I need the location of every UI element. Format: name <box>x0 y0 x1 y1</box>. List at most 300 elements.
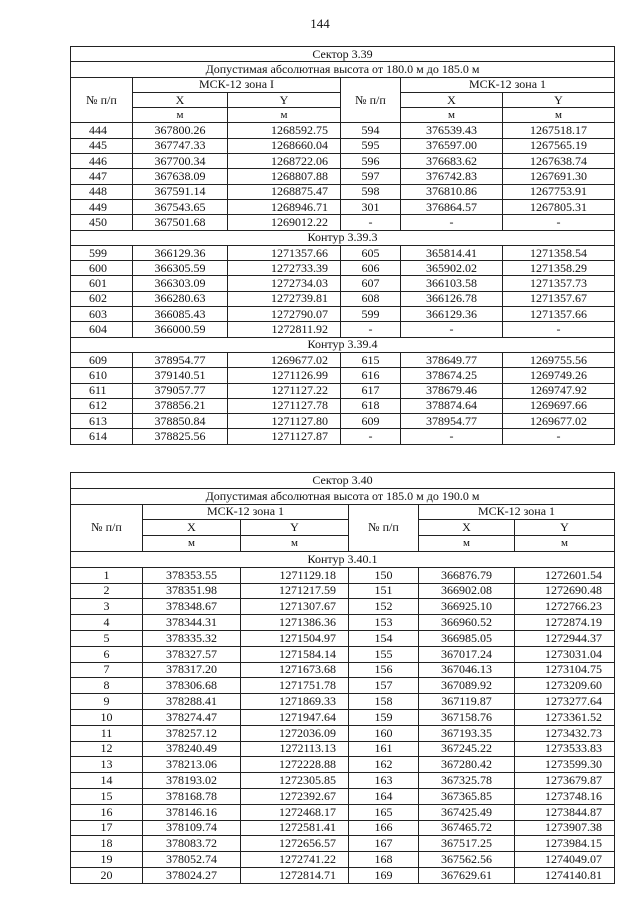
x-right: 378954.77 <box>401 414 503 429</box>
y-right: 1273104.75 <box>515 662 615 678</box>
point-num-left: 603 <box>71 307 133 322</box>
point-num-right: 606 <box>341 261 401 276</box>
table-row <box>71 123 615 138</box>
point-num-right: 151 <box>349 583 419 599</box>
header-zone-left: МСК-12 зона I <box>133 77 341 92</box>
y-right: 1272874.19 <box>515 615 615 631</box>
x-left: 378213.06 <box>143 757 241 773</box>
point-num-left: 18 <box>71 836 143 852</box>
x-left: 378306.68 <box>143 678 241 694</box>
y-right: 1273277.64 <box>515 694 615 710</box>
table-row <box>71 615 615 631</box>
x-left: 367543.65 <box>133 199 228 214</box>
point-num-right: 157 <box>349 678 419 694</box>
x-right: 378674.25 <box>401 368 503 383</box>
header-unit: м <box>143 536 241 552</box>
point-num-left: 9 <box>71 694 143 710</box>
y-right: 1272944.37 <box>515 630 615 646</box>
x-left: 366305.59 <box>133 261 228 276</box>
point-num-right: 153 <box>349 615 419 631</box>
x-left: 367700.34 <box>133 154 228 169</box>
y-left: 1268875.47 <box>228 184 341 199</box>
table-row <box>71 709 615 725</box>
table-row <box>71 368 615 383</box>
x-right: 376810.86 <box>401 184 503 199</box>
table-row <box>71 352 615 367</box>
x-right: - <box>401 215 503 230</box>
point-num-left: 5 <box>71 630 143 646</box>
table-row <box>71 694 615 710</box>
header-unit: м <box>419 536 515 552</box>
y-left: 1272733.39 <box>228 261 341 276</box>
table-row <box>71 383 615 398</box>
header-num-right: № п/п <box>341 77 401 123</box>
contour-title: Контур 3.39.4 <box>71 337 615 352</box>
point-num-right: - <box>341 322 401 337</box>
table-row <box>71 725 615 741</box>
x-left: 378288.41 <box>143 694 241 710</box>
table-row <box>71 788 615 804</box>
point-num-left: 609 <box>71 352 133 367</box>
y-left: 1272228.88 <box>241 757 349 773</box>
point-num-right: 154 <box>349 630 419 646</box>
x-right: 376742.83 <box>401 169 503 184</box>
height-range: Допустимая абсолютная высота от 185.0 м до 190.0 м <box>71 488 615 504</box>
point-num-right: 615 <box>341 352 401 367</box>
y-left: 1272468.17 <box>241 804 349 820</box>
x-right: 366902.08 <box>419 583 515 599</box>
point-num-left: 11 <box>71 725 143 741</box>
x-left: 378193.02 <box>143 773 241 789</box>
table-row <box>71 820 615 836</box>
point-num-right: 301 <box>341 199 401 214</box>
table-row <box>71 599 615 615</box>
x-left: 378335.32 <box>143 630 241 646</box>
point-num-right: 156 <box>349 662 419 678</box>
table-row <box>71 261 615 276</box>
x-left: 378240.49 <box>143 741 241 757</box>
table-row <box>71 215 615 230</box>
x-right: 367365.85 <box>419 788 515 804</box>
x-right: - <box>401 429 503 444</box>
sector-title-row <box>71 473 615 489</box>
table-row <box>71 836 615 852</box>
y-left: 1272811.92 <box>228 322 341 337</box>
table-row <box>71 184 615 199</box>
table-row <box>71 867 615 883</box>
header-row <box>71 77 615 92</box>
y-left: 1272656.57 <box>241 836 349 852</box>
header-y: Y <box>503 92 615 107</box>
point-num-right: 617 <box>341 383 401 398</box>
y-left: 1272739.81 <box>228 291 341 306</box>
point-num-right: 162 <box>349 757 419 773</box>
table-row <box>71 852 615 868</box>
header-unit-row <box>71 536 615 552</box>
point-num-right: 605 <box>341 245 401 260</box>
point-num-left: 614 <box>71 429 133 444</box>
x-right: 367245.22 <box>419 741 515 757</box>
x-right: 366876.79 <box>419 567 515 583</box>
x-left: 378052.74 <box>143 852 241 868</box>
x-right: 367017.24 <box>419 646 515 662</box>
x-right: 367325.78 <box>419 773 515 789</box>
table-row <box>71 154 615 169</box>
point-num-left: 12 <box>71 741 143 757</box>
y-right: 1272690.48 <box>515 583 615 599</box>
x-right: 367517.25 <box>419 836 515 852</box>
point-num-left: 611 <box>71 383 133 398</box>
point-num-right: 594 <box>341 123 401 138</box>
sector-title: Сектор 3.40 <box>71 473 615 489</box>
header-unit: м <box>515 536 615 552</box>
point-num-left: 599 <box>71 245 133 260</box>
x-left: 367800.26 <box>133 123 228 138</box>
table-row <box>71 429 615 444</box>
x-left: 366129.36 <box>133 245 228 260</box>
sector-3-39-table <box>70 46 615 445</box>
point-num-left: 445 <box>71 138 133 153</box>
y-left: 1272734.03 <box>228 276 341 291</box>
y-left: 1272036.09 <box>241 725 349 741</box>
table-row <box>71 757 615 773</box>
x-right: 367193.35 <box>419 725 515 741</box>
y-left: 1271584.14 <box>241 646 349 662</box>
contour-title: Контур 3.39.3 <box>71 230 615 245</box>
height-range: Допустимая абсолютная высота от 180.0 м до 185.0 м <box>71 62 615 77</box>
y-left: 1268946.71 <box>228 199 341 214</box>
point-num-right: 166 <box>349 820 419 836</box>
point-num-left: 4 <box>71 615 143 631</box>
y-left: 1272581.41 <box>241 820 349 836</box>
point-num-left: 16 <box>71 804 143 820</box>
header-zone-left: МСК-12 зона 1 <box>143 504 349 520</box>
header-x: X <box>133 92 228 107</box>
point-num-left: 6 <box>71 646 143 662</box>
point-num-right: 160 <box>349 725 419 741</box>
table-row <box>71 398 615 413</box>
table-row <box>71 678 615 694</box>
header-unit: м <box>228 108 341 123</box>
point-num-left: 7 <box>71 662 143 678</box>
y-left: 1272741.22 <box>241 852 349 868</box>
table-row <box>71 245 615 260</box>
y-right: 1267805.31 <box>503 199 615 214</box>
point-num-left: 17 <box>71 820 143 836</box>
point-num-right: 168 <box>349 852 419 868</box>
x-right: 366960.52 <box>419 615 515 631</box>
x-left: 367591.14 <box>133 184 228 199</box>
y-right: 1273907.38 <box>515 820 615 836</box>
point-num-left: 13 <box>71 757 143 773</box>
y-left: 1272814.71 <box>241 867 349 883</box>
y-left: 1268807.88 <box>228 169 341 184</box>
x-left: 378317.20 <box>143 662 241 678</box>
table-row <box>71 630 615 646</box>
header-num-right: № п/п <box>349 504 419 551</box>
x-left: 378274.47 <box>143 709 241 725</box>
point-num-left: 450 <box>71 215 133 230</box>
point-num-right: - <box>341 429 401 444</box>
x-right: 376597.00 <box>401 138 503 153</box>
header-x: X <box>401 92 503 107</box>
y-left: 1271127.78 <box>228 398 341 413</box>
table-row <box>71 138 615 153</box>
header-zone-right: МСК-12 зона 1 <box>419 504 615 520</box>
point-num-left: 613 <box>71 414 133 429</box>
x-left: 378168.78 <box>143 788 241 804</box>
x-left: 378109.74 <box>143 820 241 836</box>
x-right: 367089.92 <box>419 678 515 694</box>
table-row <box>71 169 615 184</box>
point-num-left: 8 <box>71 678 143 694</box>
x-left: 378146.16 <box>143 804 241 820</box>
y-right: 1269749.26 <box>503 368 615 383</box>
x-right: 367562.56 <box>419 852 515 868</box>
point-num-right: 616 <box>341 368 401 383</box>
point-num-right: 596 <box>341 154 401 169</box>
table-row <box>71 307 615 322</box>
contour-title: Контур 3.40.1 <box>71 551 615 567</box>
y-right: 1273031.04 <box>515 646 615 662</box>
y-left: 1271126.99 <box>228 368 341 383</box>
point-num-left: 602 <box>71 291 133 306</box>
point-num-right: 167 <box>349 836 419 852</box>
y-right: - <box>503 322 615 337</box>
x-left: 367638.09 <box>133 169 228 184</box>
point-num-left: 449 <box>71 199 133 214</box>
x-right: 365902.02 <box>401 261 503 276</box>
point-num-right: 163 <box>349 773 419 789</box>
y-right: 1273844.87 <box>515 804 615 820</box>
y-right: 1267753.91 <box>503 184 615 199</box>
table-row <box>71 646 615 662</box>
y-left: 1271127.80 <box>228 414 341 429</box>
point-num-right: 158 <box>349 694 419 710</box>
x-left: 367747.33 <box>133 138 228 153</box>
y-right: 1269677.02 <box>503 414 615 429</box>
point-num-left: 612 <box>71 398 133 413</box>
y-left: 1268722.06 <box>228 154 341 169</box>
x-right: 366985.05 <box>419 630 515 646</box>
y-right: 1273361.52 <box>515 709 615 725</box>
point-num-left: 19 <box>71 852 143 868</box>
y-left: 1271751.78 <box>241 678 349 694</box>
header-zone-right: МСК-12 зона 1 <box>401 77 615 92</box>
y-right: 1267518.17 <box>503 123 615 138</box>
x-left: 378351.98 <box>143 583 241 599</box>
table-row <box>71 199 615 214</box>
x-left: 366000.59 <box>133 322 228 337</box>
point-num-right: 159 <box>349 709 419 725</box>
point-num-left: 604 <box>71 322 133 337</box>
x-right: 367629.61 <box>419 867 515 883</box>
y-left: 1268660.04 <box>228 138 341 153</box>
height-range-row <box>71 488 615 504</box>
point-num-right: 161 <box>349 741 419 757</box>
height-range-row <box>71 62 615 77</box>
x-right: 366103.58 <box>401 276 503 291</box>
x-right: 366126.78 <box>401 291 503 306</box>
point-num-right: 150 <box>349 567 419 583</box>
point-num-right: 607 <box>341 276 401 291</box>
y-right: 1273209.60 <box>515 678 615 694</box>
y-left: 1271307.67 <box>241 599 349 615</box>
y-right: 1267638.74 <box>503 154 615 169</box>
point-num-right: 164 <box>349 788 419 804</box>
x-left: 378348.67 <box>143 599 241 615</box>
y-right: 1273748.16 <box>515 788 615 804</box>
y-left: 1272113.13 <box>241 741 349 757</box>
y-right: 1269755.56 <box>503 352 615 367</box>
y-left: 1271357.66 <box>228 245 341 260</box>
x-left: 367501.68 <box>133 215 228 230</box>
y-left: 1269677.02 <box>228 352 341 367</box>
point-num-right: 597 <box>341 169 401 184</box>
y-right: 1271358.29 <box>503 261 615 276</box>
point-num-left: 610 <box>71 368 133 383</box>
header-y: Y <box>241 520 349 536</box>
header-y: Y <box>228 92 341 107</box>
sector-3-40-table <box>70 472 615 884</box>
header-unit: м <box>241 536 349 552</box>
x-right: 367425.49 <box>419 804 515 820</box>
x-right: 367158.76 <box>419 709 515 725</box>
y-right: 1269747.92 <box>503 383 615 398</box>
y-left: 1272392.67 <box>241 788 349 804</box>
table-row <box>71 741 615 757</box>
header-unit: м <box>401 108 503 123</box>
x-right: 376864.57 <box>401 199 503 214</box>
y-left: 1271129.18 <box>241 567 349 583</box>
y-left: 1272790.07 <box>228 307 341 322</box>
y-right: 1271357.66 <box>503 307 615 322</box>
y-right: 1271357.67 <box>503 291 615 306</box>
header-x: X <box>419 520 515 536</box>
point-num-right: 165 <box>349 804 419 820</box>
x-right: 367119.87 <box>419 694 515 710</box>
sector-title-row <box>71 47 615 62</box>
x-left: 366085.43 <box>133 307 228 322</box>
header-y: Y <box>515 520 615 536</box>
table-row <box>71 773 615 789</box>
point-num-left: 601 <box>71 276 133 291</box>
point-num-left: 2 <box>71 583 143 599</box>
point-num-left: 600 <box>71 261 133 276</box>
x-right: 367046.13 <box>419 662 515 678</box>
header-num-left: № п/п <box>71 504 143 551</box>
contour-title-row <box>71 230 615 245</box>
y-right: 1273533.83 <box>515 741 615 757</box>
x-left: 378353.55 <box>143 567 241 583</box>
point-num-right: 155 <box>349 646 419 662</box>
y-right: 1273599.30 <box>515 757 615 773</box>
point-num-left: 447 <box>71 169 133 184</box>
x-right: 378679.46 <box>401 383 503 398</box>
header-num-left: № п/п <box>71 77 133 123</box>
point-num-left: 10 <box>71 709 143 725</box>
header-axis-row <box>71 520 615 536</box>
y-right: 1274049.07 <box>515 852 615 868</box>
x-left: 378327.57 <box>143 646 241 662</box>
x-left: 378850.84 <box>133 414 228 429</box>
point-num-right: 152 <box>349 599 419 615</box>
y-right: - <box>503 429 615 444</box>
table-row <box>71 322 615 337</box>
y-left: 1271127.87 <box>228 429 341 444</box>
y-left: 1271386.36 <box>241 615 349 631</box>
point-num-left: 14 <box>71 773 143 789</box>
point-num-left: 15 <box>71 788 143 804</box>
x-right: 365814.41 <box>401 245 503 260</box>
y-left: 1268592.75 <box>228 123 341 138</box>
header-unit: м <box>503 108 615 123</box>
table-row <box>71 662 615 678</box>
table-row <box>71 414 615 429</box>
header-x: X <box>143 520 241 536</box>
x-right: 376683.62 <box>401 154 503 169</box>
point-num-right: 618 <box>341 398 401 413</box>
y-right: 1272601.54 <box>515 567 615 583</box>
y-right: 1272766.23 <box>515 599 615 615</box>
x-left: 366303.09 <box>133 276 228 291</box>
point-num-left: 3 <box>71 599 143 615</box>
x-left: 378344.31 <box>143 615 241 631</box>
x-right: 376539.43 <box>401 123 503 138</box>
y-left: 1271217.59 <box>241 583 349 599</box>
point-num-left: 446 <box>71 154 133 169</box>
x-right: - <box>401 322 503 337</box>
header-unit: м <box>133 108 228 123</box>
header-row <box>71 504 615 520</box>
point-num-left: 448 <box>71 184 133 199</box>
sector-title: Сектор 3.39 <box>71 47 615 62</box>
y-right: 1267565.19 <box>503 138 615 153</box>
point-num-right: 599 <box>341 307 401 322</box>
page-number: 144 <box>310 16 330 31</box>
y-right: 1274140.81 <box>515 867 615 883</box>
table-row <box>71 804 615 820</box>
y-left: 1271869.33 <box>241 694 349 710</box>
x-left: 378024.27 <box>143 867 241 883</box>
y-left: 1271127.22 <box>228 383 341 398</box>
table-row <box>71 567 615 583</box>
x-left: 378825.56 <box>133 429 228 444</box>
y-right: 1271357.73 <box>503 276 615 291</box>
point-num-left: 20 <box>71 867 143 883</box>
x-right: 378874.64 <box>401 398 503 413</box>
x-left: 378257.12 <box>143 725 241 741</box>
point-num-right: 169 <box>349 867 419 883</box>
point-num-left: 444 <box>71 123 133 138</box>
x-left: 378856.21 <box>133 398 228 413</box>
y-right: 1269697.66 <box>503 398 615 413</box>
y-left: 1269012.22 <box>228 215 341 230</box>
y-left: 1272305.85 <box>241 773 349 789</box>
x-right: 367280.42 <box>419 757 515 773</box>
y-right: 1267691.30 <box>503 169 615 184</box>
y-left: 1271504.97 <box>241 630 349 646</box>
x-left: 378954.77 <box>133 352 228 367</box>
contour-title-row <box>71 551 615 567</box>
y-left: 1271673.68 <box>241 662 349 678</box>
point-num-right: - <box>341 215 401 230</box>
x-right: 366925.10 <box>419 599 515 615</box>
x-right: 366129.36 <box>401 307 503 322</box>
x-right: 367465.72 <box>419 820 515 836</box>
y-right: - <box>503 215 615 230</box>
y-right: 1273984.15 <box>515 836 615 852</box>
